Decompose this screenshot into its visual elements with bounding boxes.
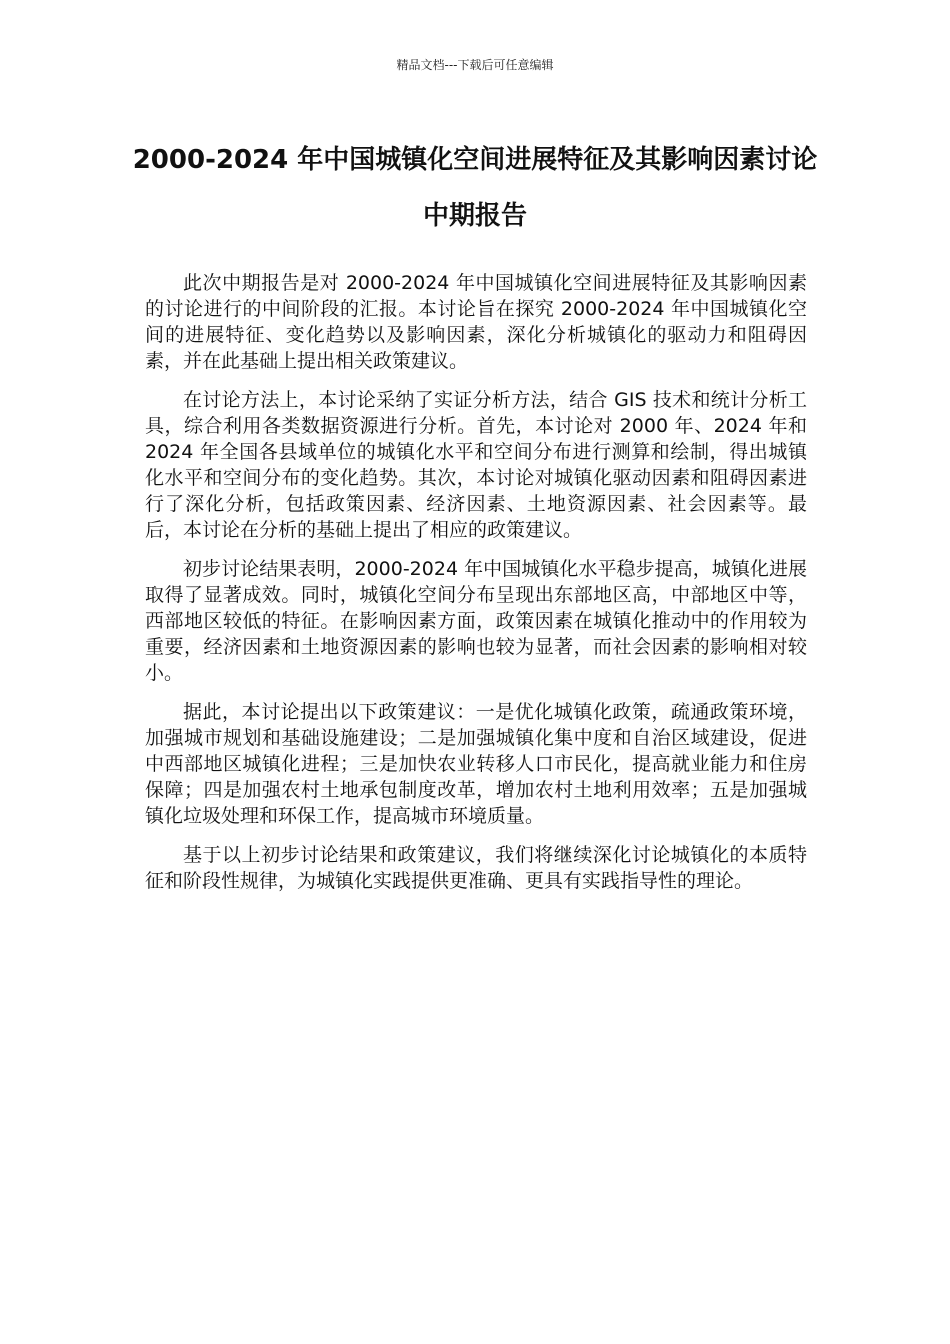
paragraph-conclusion: 基于以上初步讨论结果和政策建议，我们将继续深化讨论城镇化的本质特征和阶段性规律，为城镇化实践提供更准确、更具有实践指导性的理论。 — [145, 844, 807, 892]
paragraph-findings: 初步讨论结果表明，2000-2024 年中国城镇化水平稳步提高，城镇化进展取得了显著成效。同时，城镇化空间分布呈现出东部地区高，中部地区中等，西部地区较低的特征。在影响因素方面，政策因素在城镇化推动中的作用较为重要，经济因素和土地资源因素的影响也较为显著，而社会因素的影响相对较小。 — [145, 558, 807, 684]
document-title: 2000-2024 年中国城镇化空间进展特征及其影响因素讨论中期报告 — [132, 145, 818, 231]
document-body — [145, 270, 807, 907]
paragraph-recommendations: 据此，本讨论提出以下政策建议：一是优化城镇化政策，疏通政策环境，加强城市规划和基础设施建设；二是加强城镇化集中度和自治区域建设，促进中西部地区城镇化进程；三是加快农业转移人口市民化，提高就业能力和住房保障；四是加强农村土地承包制度改革，增加农村土地利用效率；五是加强城镇化垃圾处理和环保工作，提高城市环境质量。 — [145, 701, 807, 827]
paragraph-methods: 在讨论方法上，本讨论采纳了实证分析方法，结合 GIS 技术和统计分析工具，综合利用各类数据资源进行分析。首先，本讨论对 2000 年、2024 年和 2024 年全国各县域单位的城镇化水平和空间分布进行测算和绘制，得出城镇化水平和空间分布的变化趋势。其次，本讨论对城镇化驱动因素和阻碍因素进行了深化分析，包括政策因素、经济因素、土地资源因素、社会因素等。最后，本讨论在分析的基础上提出了相应的政策建议。 — [145, 389, 807, 541]
paragraph-intro: 此次中期报告是对 2000-2024 年中国城镇化空间进展特征及其影响因素的讨论进行的中间阶段的汇报。本讨论旨在探究 2000-2024 年中国城镇化空间的进展特征、变化趋势以及影响因素，深化分析城镇化的驱动力和阻碍因素，并在此基础上提出相关政策建议。 — [145, 272, 807, 372]
page-header: 精品文档---下载后可任意编辑 — [396, 58, 554, 72]
